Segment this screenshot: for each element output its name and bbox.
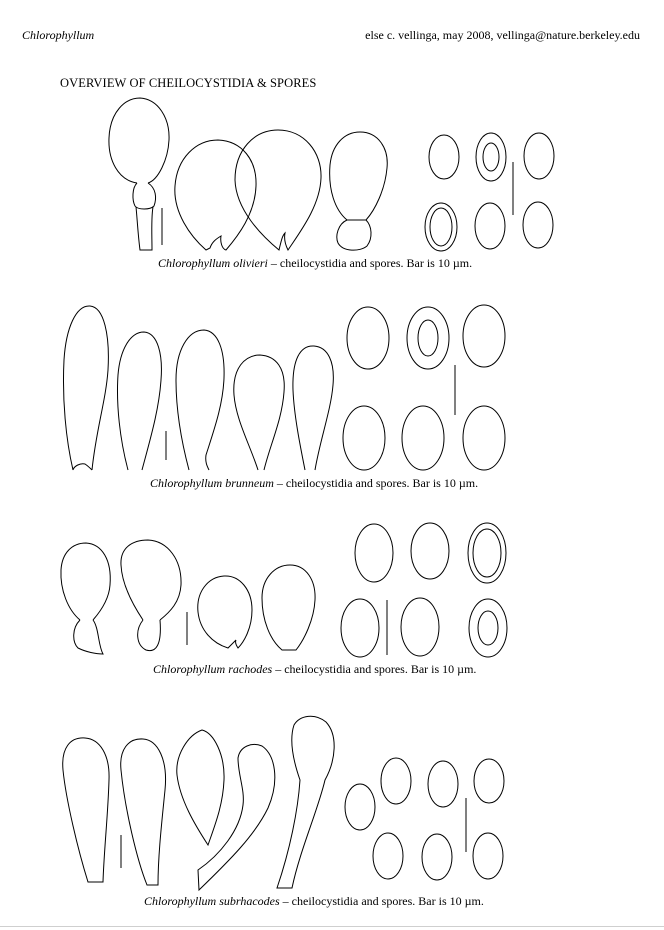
- cheilocystidium: [262, 565, 315, 650]
- cheilocystidium: [177, 730, 224, 845]
- spore: [347, 307, 389, 369]
- spore: [407, 307, 449, 369]
- cheilocystidium: [63, 738, 109, 882]
- cheilocystidium-segment: [133, 183, 156, 209]
- cheilocystidium: [121, 540, 181, 620]
- plate-brunneum-drawing: [63, 305, 505, 470]
- spore: [524, 133, 554, 179]
- caption-subrhacodes: [144, 894, 484, 909]
- cheilocystidium-base: [73, 464, 92, 470]
- spore: [523, 202, 553, 248]
- spore: [468, 523, 506, 583]
- cheilocystidium: [61, 543, 110, 620]
- spore: [343, 406, 385, 470]
- caption-text: – cheilocystidia and spores. Bar is 10 µm.: [273, 476, 479, 490]
- spore: [373, 833, 403, 879]
- cheilocystidium: [63, 306, 108, 470]
- page-bottom-rule: [0, 926, 664, 927]
- cheilocystidium: [109, 98, 169, 183]
- cheilocystidium: [198, 576, 252, 648]
- spore: [345, 784, 375, 830]
- cheilocystidium: [234, 355, 284, 470]
- cheilocystidium: [117, 332, 161, 470]
- spore: [422, 834, 452, 880]
- caption-brunneum: [150, 476, 478, 491]
- spore-germ-pore: [418, 320, 438, 356]
- spore: [402, 406, 444, 470]
- cheilocystidium-basal-cell: [138, 620, 161, 651]
- spore: [355, 524, 393, 582]
- spore-wall: [430, 208, 452, 246]
- section-title: OVERVIEW OF CHEILOCYSTIDIA & SPORES: [60, 76, 317, 90]
- caption-rachodes: [153, 662, 476, 677]
- caption-olivieri: [158, 256, 472, 271]
- spore: [475, 203, 505, 249]
- spore: [428, 761, 458, 807]
- spore: [473, 833, 503, 879]
- spore: [469, 599, 507, 657]
- cheilocystidium: [235, 130, 321, 250]
- spore: [463, 406, 505, 470]
- cheilocystidium: [198, 745, 275, 891]
- plate-subrhacodes-drawing: [63, 716, 504, 890]
- caption-species: Chlorophyllum brunneum: [150, 476, 274, 490]
- caption-text: – cheilocystidia and spores. Bar is 10 µm.: [272, 662, 477, 676]
- cheilocystidium-stalk: [136, 207, 153, 250]
- header-author-line: else c. vellinga, may 2008, vellinga@nature.berkeley.edu: [365, 28, 640, 42]
- cheilocystidium: [121, 739, 166, 885]
- caption-species: Chlorophyllum rachodes: [153, 662, 273, 676]
- spore-germ-pore: [483, 143, 499, 171]
- plate-rachodes-drawing: [61, 523, 507, 657]
- cheilocystidium: [277, 716, 334, 888]
- cheilocystidium: [293, 346, 333, 470]
- caption-species: Chlorophyllum subrhacodes: [144, 894, 280, 908]
- spore: [476, 133, 506, 181]
- spore: [429, 135, 459, 179]
- header-genus: Chlorophyllum: [22, 28, 95, 42]
- plate-olivieri-drawing: [109, 98, 554, 251]
- spore-germ-pore: [478, 611, 498, 645]
- cheilocystidium: [175, 140, 256, 250]
- spore: [401, 598, 439, 656]
- caption-text: – cheilocystidia and spores. Bar is 10 µm.: [267, 256, 473, 270]
- cheilocystidium: [176, 330, 224, 470]
- caption-species: Chlorophyllum olivieri: [158, 256, 268, 270]
- cheilocystidium: [330, 132, 388, 220]
- spore: [411, 523, 449, 579]
- cheilocystidium-basal-cell: [337, 220, 371, 250]
- caption-text: – cheilocystidia and spores. Bar is 10 µm.: [279, 894, 484, 908]
- spore: [381, 758, 411, 804]
- spore: [474, 759, 504, 803]
- spore: [463, 305, 505, 367]
- cheilocystidium-basal-cell: [74, 620, 103, 654]
- spore-wall: [473, 529, 501, 577]
- spore: [341, 599, 379, 657]
